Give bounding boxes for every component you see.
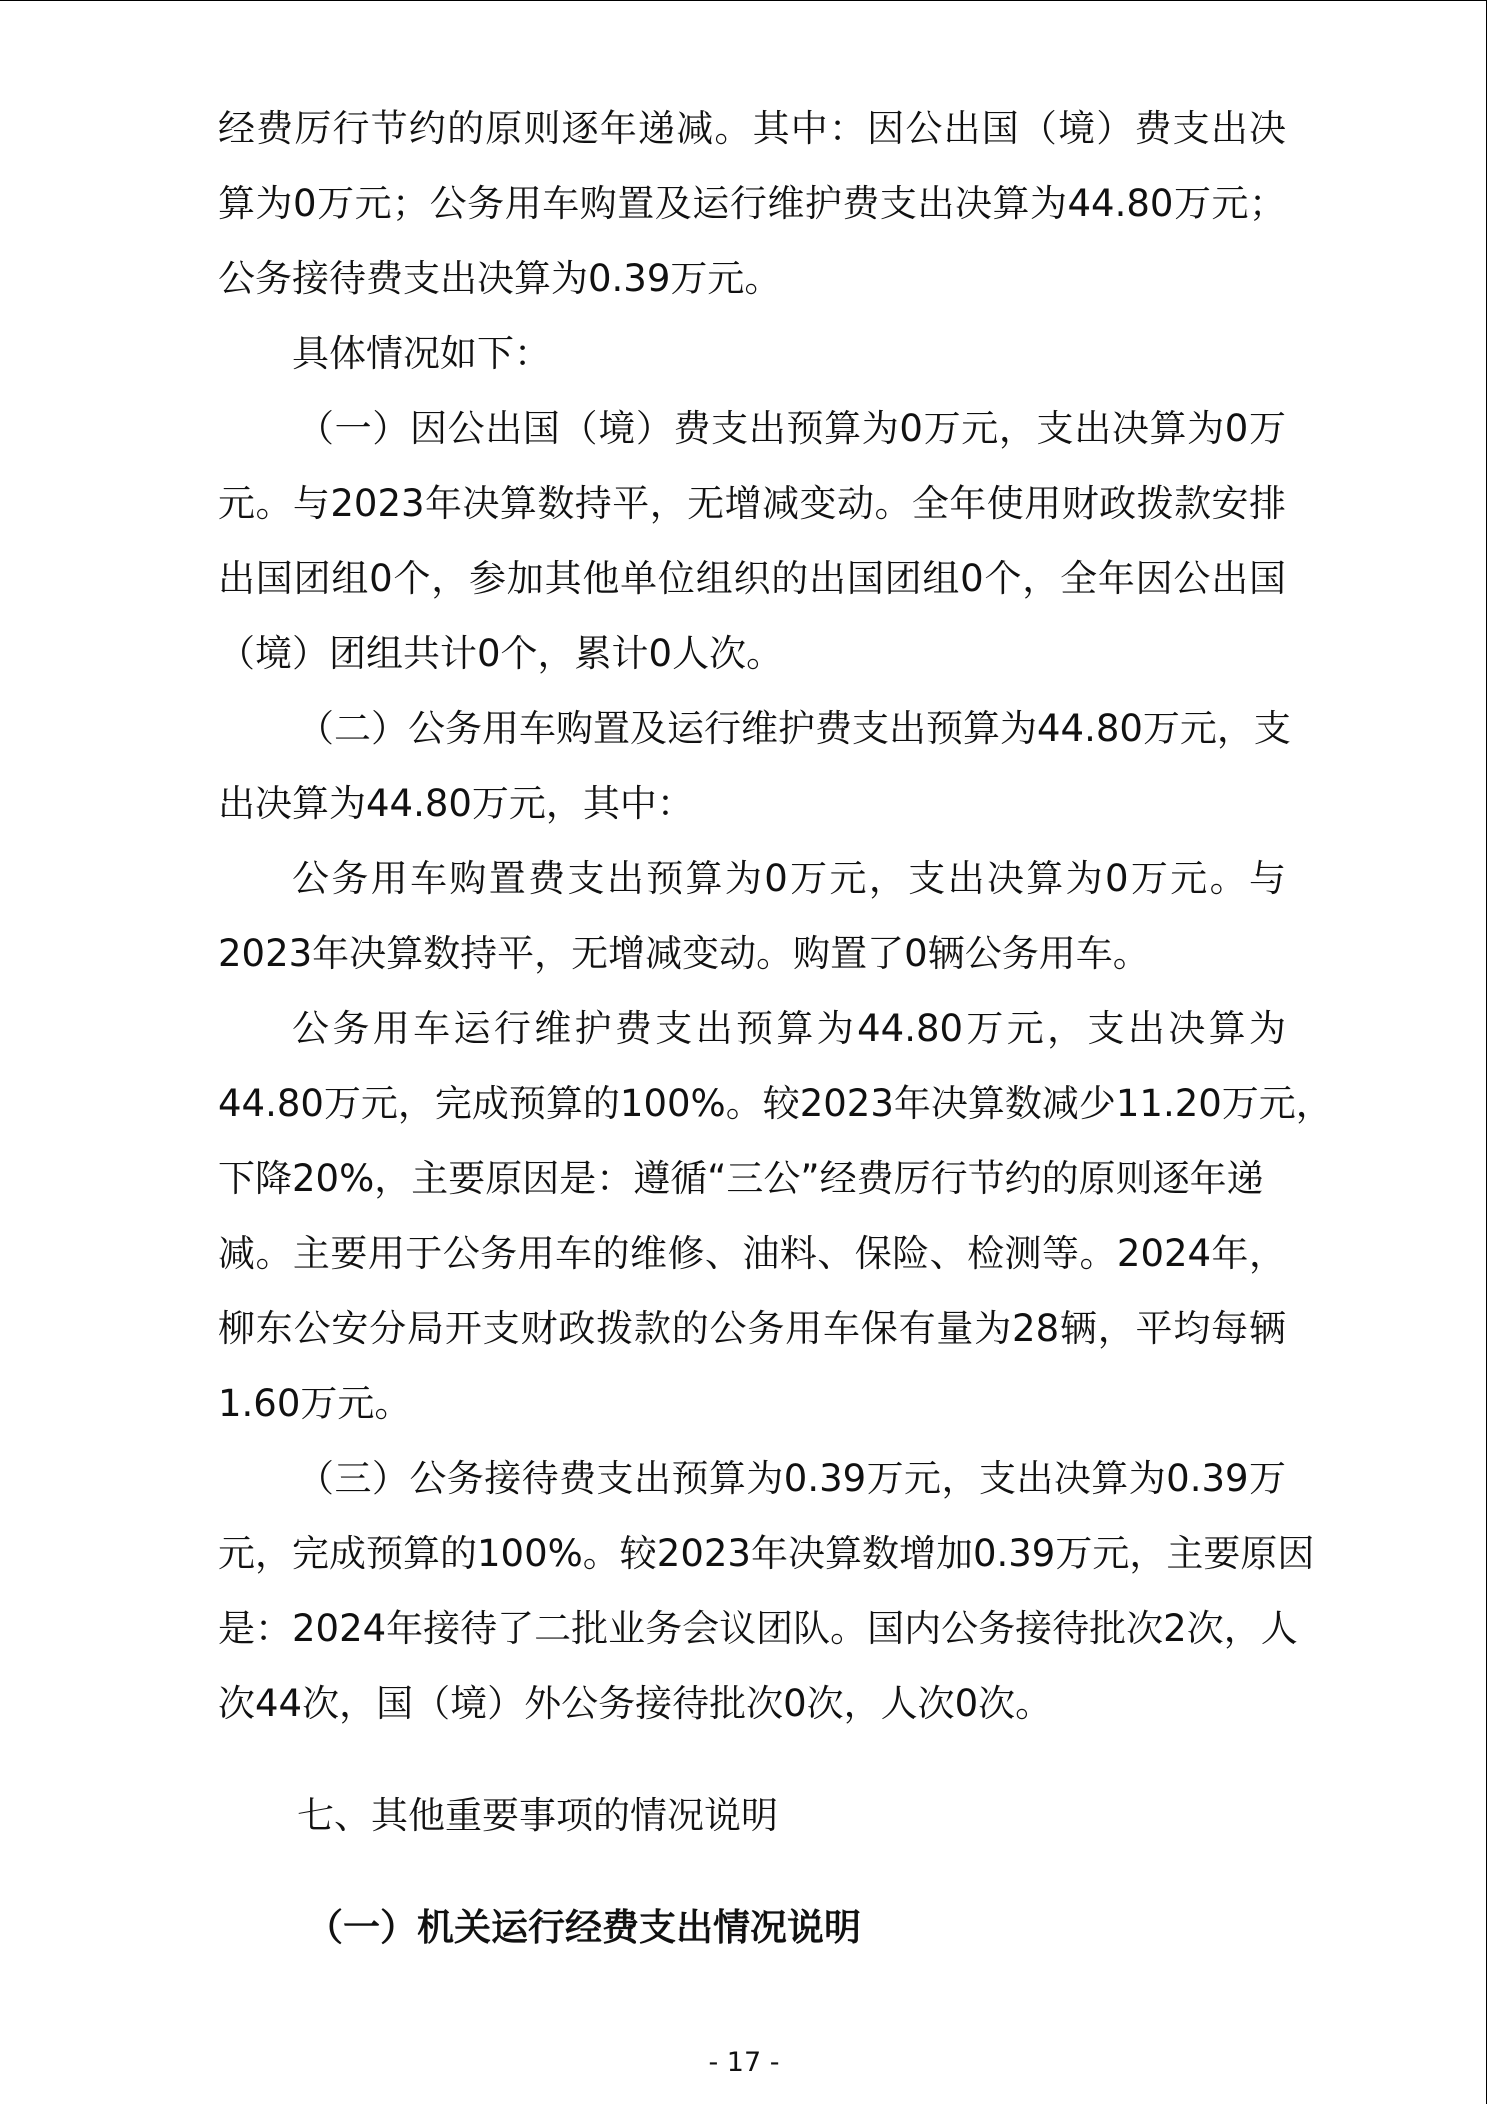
paragraph-line: （境）团组共计0个，累计0人次。 — [218, 632, 784, 675]
paragraph-line: 经费厉行节约的原则逐年递减。其中：因公出国（境）费支出决 — [218, 107, 1286, 150]
paragraph-line: 元，完成预算的100%。较2023年决算数增加0.39万元，主要原因 — [218, 1532, 1315, 1575]
paragraph-line: 是：2024年接待了二批业务会议团队。国内公务接待批次2次，人 — [218, 1607, 1298, 1650]
paragraph-line: 出决算为44.80万元，其中： — [218, 782, 694, 825]
paragraph-line: 2023年决算数持平，无增减变动。购置了0辆公务用车。 — [218, 932, 1150, 975]
paragraph-line: 公务用车运行维护费支出预算为44.80万元，支出决算为 — [292, 1007, 1286, 1050]
paragraph-line: 柳东公安分局开支财政拨款的公务用车保有量为28辆，平均每辆 — [218, 1307, 1286, 1350]
paragraph-line: 下降20%，主要原因是：遵循“三公”经费厉行节约的原则逐年递 — [218, 1157, 1264, 1200]
paragraph-line: 1.60万元。 — [218, 1382, 412, 1425]
paragraph-line: （三）公务接待费支出预算为0.39万元，支出决算为0.39万 — [297, 1457, 1286, 1500]
subsection-heading: （一）机关运行经费支出情况说明 — [306, 1906, 861, 1949]
paragraph-line: 出国团组0个，参加其他单位组织的出国团组0个，全年因公出国 — [218, 557, 1286, 600]
paragraph-line: 44.80万元，完成预算的100%。较2023年决算数减少11.20万元， — [218, 1082, 1333, 1125]
paragraph-line: 算为0万元；公务用车购置及运行维护费支出决算为44.80万元； — [218, 182, 1286, 225]
page-number: - 17 - — [708, 2047, 780, 2078]
paragraph-line: 减。主要用于公务用车的维修、油料、保险、检测等。2024年， — [218, 1232, 1286, 1275]
paragraph-line: 公务用车购置费支出预算为0万元，支出决算为0万元。与 — [292, 857, 1286, 900]
paragraph-line: （二）公务用车购置及运行维护费支出预算为44.80万元，支 — [297, 707, 1291, 750]
paragraph-line: （一）因公出国（境）费支出预算为0万元，支出决算为0万 — [297, 407, 1286, 450]
section-heading: 七、其他重要事项的情况说明 — [297, 1794, 778, 1837]
paragraph-line: 公务接待费支出决算为0.39万元。 — [218, 257, 782, 300]
paragraph-line: 具体情况如下： — [292, 332, 551, 375]
paragraph-line: 元。与2023年决算数持平，无增减变动。全年使用财政拨款安排 — [218, 482, 1286, 525]
paragraph-line: 次44次，国（境）外公务接待批次0次，人次0次。 — [218, 1682, 1053, 1725]
